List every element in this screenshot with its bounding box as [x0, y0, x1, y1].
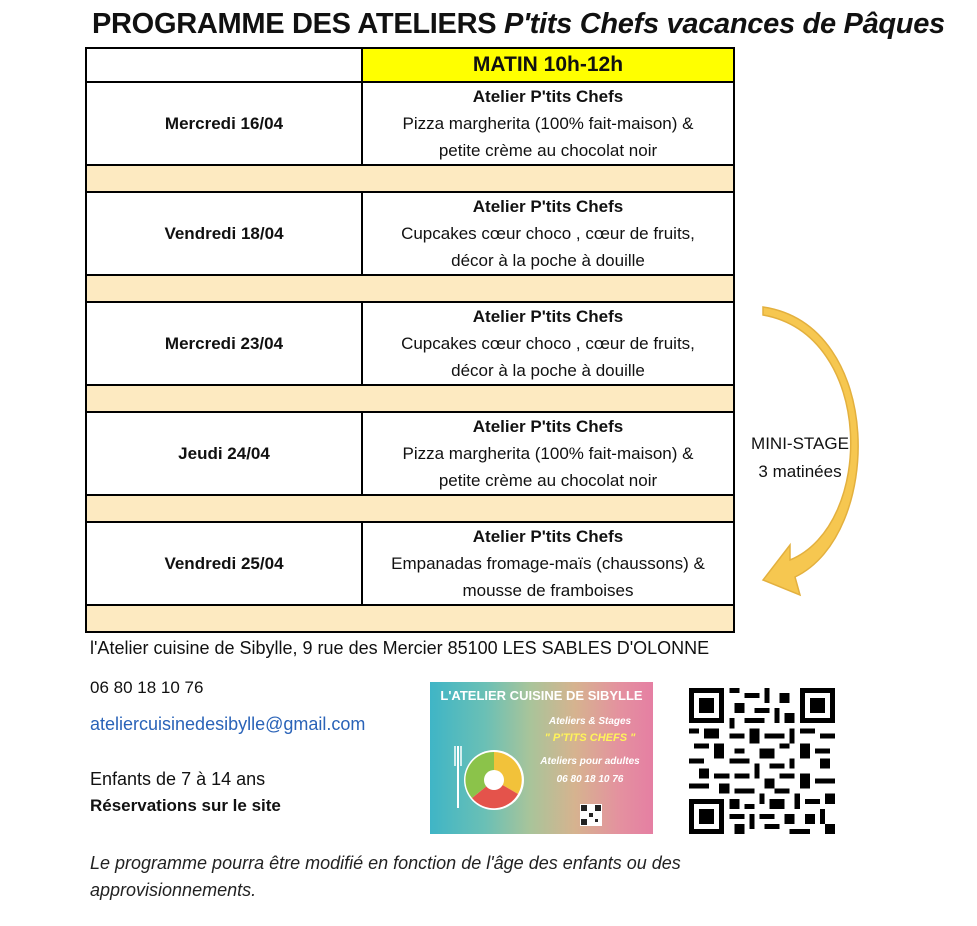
address: l'Atelier cuisine de Sibylle, 9 rue des Mercier 85100 LES SABLES D'OLONNE: [90, 638, 710, 658]
activity-line1: Cupcakes cœur choco , cœur de fruits,: [401, 224, 695, 243]
title-main: PROGRAMME DES ATELIERS: [92, 8, 497, 40]
logo-line3: Ateliers pour adultes: [540, 756, 640, 767]
activity-line1: Pizza margherita (100% fait-maison) &: [402, 444, 694, 463]
activity-line2: mousse de framboises: [462, 581, 634, 600]
page-title: [92, 8, 972, 41]
separator-cell: [86, 165, 734, 192]
activity-cell: [362, 302, 734, 385]
activity-line2: petite crème au chocolat noir: [438, 141, 658, 160]
activity-title: Atelier P'tits Chefs: [472, 417, 624, 436]
separator-row: [86, 275, 734, 302]
activity-line1: Empanadas fromage-maïs (chaussons) &: [391, 554, 705, 573]
table-row: [86, 522, 734, 605]
table-row: [86, 192, 734, 275]
activity-line2: petite crème au chocolat noir: [438, 471, 658, 490]
note-line1: Le programme pourra être modifié en fonction de l'âge des enfants ou des: [90, 853, 681, 873]
day-cell: Mercredi 23/04: [86, 302, 362, 385]
program-table: [85, 47, 735, 633]
separator-row: [86, 605, 734, 632]
title-italic: P'tits Chefs vacances de Pâques: [504, 8, 945, 40]
day-cell: Mercredi 16/04: [86, 82, 362, 165]
activity-title: Atelier P'tits Chefs: [472, 307, 624, 326]
activity-line1: Cupcakes cœur choco , cœur de fruits,: [401, 334, 695, 353]
activity-title: Atelier P'tits Chefs: [472, 527, 624, 546]
activity-title: Atelier P'tits Chefs: [472, 87, 624, 106]
note-line2: approvisionnements.: [90, 880, 257, 900]
separator-cell: [86, 385, 734, 412]
separator-cell: [86, 495, 734, 522]
activity-cell: [362, 522, 734, 605]
separator-cell: [86, 275, 734, 302]
table-header-row: [86, 48, 734, 82]
activity-line2: décor à la poche à douille: [451, 361, 645, 380]
day-cell: Jeudi 24/04: [86, 412, 362, 495]
day-cell: Vendredi 25/04: [86, 522, 362, 605]
mini-stage-label: [744, 430, 856, 486]
table-row: [86, 412, 734, 495]
logo-line4: 06 80 18 10 76: [556, 774, 624, 785]
atelier-logo: [430, 682, 653, 834]
logo-title: L'ATELIER CUISINE DE SIBYLLE: [440, 688, 643, 703]
separator-row: [86, 385, 734, 412]
table-row: [86, 82, 734, 165]
logo-line1: Ateliers & Stages: [548, 716, 632, 727]
separator-cell: [86, 605, 734, 632]
logo-line2: " P'TITS CHEFS ": [544, 732, 636, 744]
activity-line2: décor à la poche à douille: [451, 251, 645, 270]
activity-cell: [362, 412, 734, 495]
header-empty-cell: [86, 48, 362, 82]
plate-icon: [452, 738, 532, 818]
phone-number: 06 80 18 10 76: [90, 678, 204, 697]
age-range: Enfants de 7 à 14 ans: [90, 769, 266, 789]
separator-row: [86, 165, 734, 192]
separator-row: [86, 495, 734, 522]
activity-cell: [362, 82, 734, 165]
table-row: [86, 302, 734, 385]
email-link[interactable]: ateliercuisinedesibylle@gmail.com: [90, 714, 366, 734]
reservation-info: Réservations sur le site: [90, 796, 281, 815]
mini-stage-line2: 3 matinées: [758, 462, 842, 481]
day-cell: Vendredi 18/04: [86, 192, 362, 275]
mini-stage-line1: MINI-STAGE: [751, 434, 849, 453]
header-session-cell: MATIN 10h-12h: [362, 48, 734, 82]
activity-title: Atelier P'tits Chefs: [472, 197, 624, 216]
activity-cell: [362, 192, 734, 275]
mini-qr-code-icon: [580, 804, 602, 826]
program-note: [90, 850, 770, 904]
activity-line1: Pizza margherita (100% fait-maison) &: [402, 114, 694, 133]
qr-code[interactable]: [689, 688, 835, 834]
